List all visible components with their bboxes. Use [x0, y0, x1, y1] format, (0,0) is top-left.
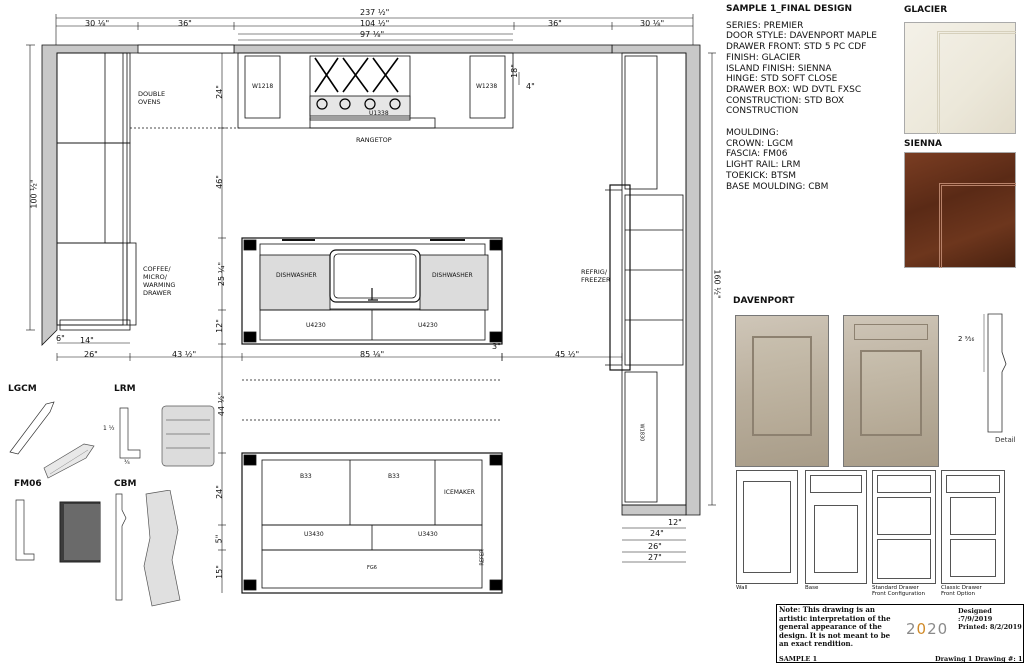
- moulding-cbm-profile: [108, 490, 188, 610]
- dim-45: 45 ½": [555, 350, 580, 359]
- spec-line: FINISH: GLACIER: [726, 52, 801, 63]
- label-coffee: COFFEE/ MICRO/ WARMING DRAWER: [143, 265, 176, 297]
- wall-top-mid: [234, 45, 612, 53]
- spec-line: SERIES: PREMIER: [726, 20, 804, 31]
- label-fg6: FG6: [367, 565, 377, 571]
- label-u3430-2: U3430: [418, 531, 438, 538]
- label-u4230-left: U4230: [306, 322, 326, 329]
- dim-5: 5": [214, 534, 224, 544]
- moulding-fm06-profile: [8, 494, 108, 566]
- label-refrig: REFRIG/ FREEZER: [581, 268, 611, 284]
- sienna-swatch: [904, 152, 1016, 268]
- door-style-label: DAVENPORT: [733, 296, 795, 306]
- dim-30-right: 30 ⅛": [640, 19, 665, 28]
- label-w1218: W1218: [252, 83, 274, 90]
- moulding-lrm-label: LRM: [114, 384, 136, 394]
- dim-15: 15": [214, 565, 224, 579]
- footer-drawing: Drawing 1: [935, 655, 973, 663]
- sienna-label: SIENNA: [904, 139, 943, 149]
- door-detail-profile: [980, 312, 1016, 437]
- caption-base: Base: [805, 585, 819, 591]
- dim-26-bottom: 26": [84, 350, 98, 359]
- disclaimer-note: Note: This drawing is an artistic interpretation of the general appearance of the design. It is not meant to be an exact rendition.: [779, 605, 891, 648]
- dim-160: 160 ½": [712, 269, 722, 299]
- caption-classic: Classic Drawer Front Option: [941, 585, 982, 597]
- spec-line: ISLAND FINISH: SIENNA: [726, 63, 832, 74]
- dim-overall-width: 237 ½": [360, 8, 390, 17]
- door-image-wall: [735, 315, 829, 467]
- glacier-swatch: [904, 22, 1016, 134]
- label-u1338: U1338: [369, 110, 389, 117]
- label-dishwasher-right: DISHWASHER: [432, 272, 473, 279]
- spec-block: [726, 4, 901, 192]
- lrm-dim2: ¾: [124, 459, 130, 466]
- designed-date: Designed :7/9/2019: [958, 607, 993, 623]
- door-detail-label: Detail: [995, 436, 1016, 444]
- door-line-wall: [736, 470, 798, 584]
- spec-line: HINGE: STD SOFT CLOSE: [726, 74, 838, 85]
- dim-85: 85 ⅛": [360, 350, 385, 359]
- label-dishwasher-left: DISHWASHER: [276, 272, 317, 279]
- dim-44: 44 ½": [217, 391, 227, 417]
- dim-26-right: 26": [648, 542, 662, 551]
- caption-standard: Standard Drawer Front Configuration: [872, 585, 925, 597]
- dim-24-island: 24": [214, 485, 224, 499]
- label-refer: REFER: [479, 549, 486, 566]
- dim-6: 6": [56, 334, 65, 343]
- door-detail-dim: 2 ⁹⁄₁₆: [958, 335, 975, 343]
- label-w1238: W1238: [476, 83, 498, 90]
- dim-18: 18": [509, 64, 519, 78]
- spec-title: SAMPLE 1_FINAL DESIGN: [726, 4, 853, 14]
- lrm-dim: 1 ½: [103, 425, 115, 432]
- label-b33-right: B33: [388, 473, 400, 480]
- moulding-line: CROWN: LGCM: [726, 138, 794, 149]
- door-image-base: [843, 315, 939, 467]
- dim-36-left: 36": [178, 19, 192, 28]
- label-u3430: U3430: [304, 531, 324, 538]
- label-u4230-right: U4230: [418, 322, 438, 329]
- moulding-line: BASE MOULDING: CBM: [726, 181, 829, 192]
- label-w1830: W1830: [638, 423, 645, 442]
- door-line-base: [805, 470, 867, 584]
- spec-line: DOOR STYLE: DAVENPORT MAPLE: [726, 31, 877, 42]
- door-line-classic: [941, 470, 1005, 584]
- dim-30-left: 30 ⅛": [85, 19, 110, 28]
- dim-14: 14": [80, 336, 94, 345]
- moulding-line: FASCIA: FM06: [726, 149, 788, 160]
- dim-25: 25 ¼": [217, 261, 227, 287]
- footer-sample: SAMPLE 1: [779, 655, 818, 663]
- dim-3: 3": [492, 342, 501, 351]
- dim-97: 97 ⅛": [360, 30, 385, 39]
- label-b33-left: B33: [300, 473, 312, 480]
- moulding-lgcm-profile: [6, 396, 96, 482]
- moulding-cbm-label: CBM: [114, 479, 137, 489]
- spec-line: CONSTRUCTION: STD BOX CONSTRUCTION: [726, 95, 844, 117]
- dim-24-right: 24": [650, 529, 664, 538]
- printed-date: Printed: 8/2/2019: [958, 623, 1022, 631]
- moulding-line: LIGHT RAIL: LRM: [726, 160, 801, 171]
- moulding-title: MOULDING:: [726, 128, 779, 139]
- design-dates: [958, 607, 1024, 631]
- dim-12-right: 12": [668, 518, 682, 527]
- logo-2020: 2020: [906, 620, 949, 638]
- dim-4: 4": [526, 82, 535, 91]
- moulding-line: TOEKICK: BTSM: [726, 170, 797, 181]
- label-rangetop: RANGETOP: [356, 136, 392, 144]
- window-gap: [138, 45, 234, 53]
- caption-wall: Wall: [736, 585, 748, 591]
- dim-104: 104 ½": [360, 19, 390, 28]
- door-line-standard: [872, 470, 936, 584]
- dim-100: 100 ½": [29, 179, 39, 209]
- moulding-lgcm-label: LGCM: [8, 384, 37, 394]
- dim-24-top: 24": [214, 85, 224, 99]
- spec-line: DRAWER FRONT: STD 5 PC CDF: [726, 42, 867, 53]
- dim-46: 46": [214, 175, 224, 189]
- spec-line: DRAWER BOX: WD DVTL FXSC: [726, 84, 862, 95]
- dim-12-left: 12": [214, 319, 224, 333]
- dim-27: 27": [648, 553, 662, 562]
- moulding-fm06-label: FM06: [14, 479, 42, 489]
- dim-43: 43 ½": [172, 350, 197, 359]
- footer-drawing-number: Drawing #: 1: [975, 655, 1023, 663]
- glacier-label: GLACIER: [904, 5, 948, 15]
- label-icemaker: ICEMAKER: [444, 489, 475, 496]
- dim-36-right: 36": [548, 19, 562, 28]
- label-double-ovens: DOUBLE OVENS: [138, 90, 166, 106]
